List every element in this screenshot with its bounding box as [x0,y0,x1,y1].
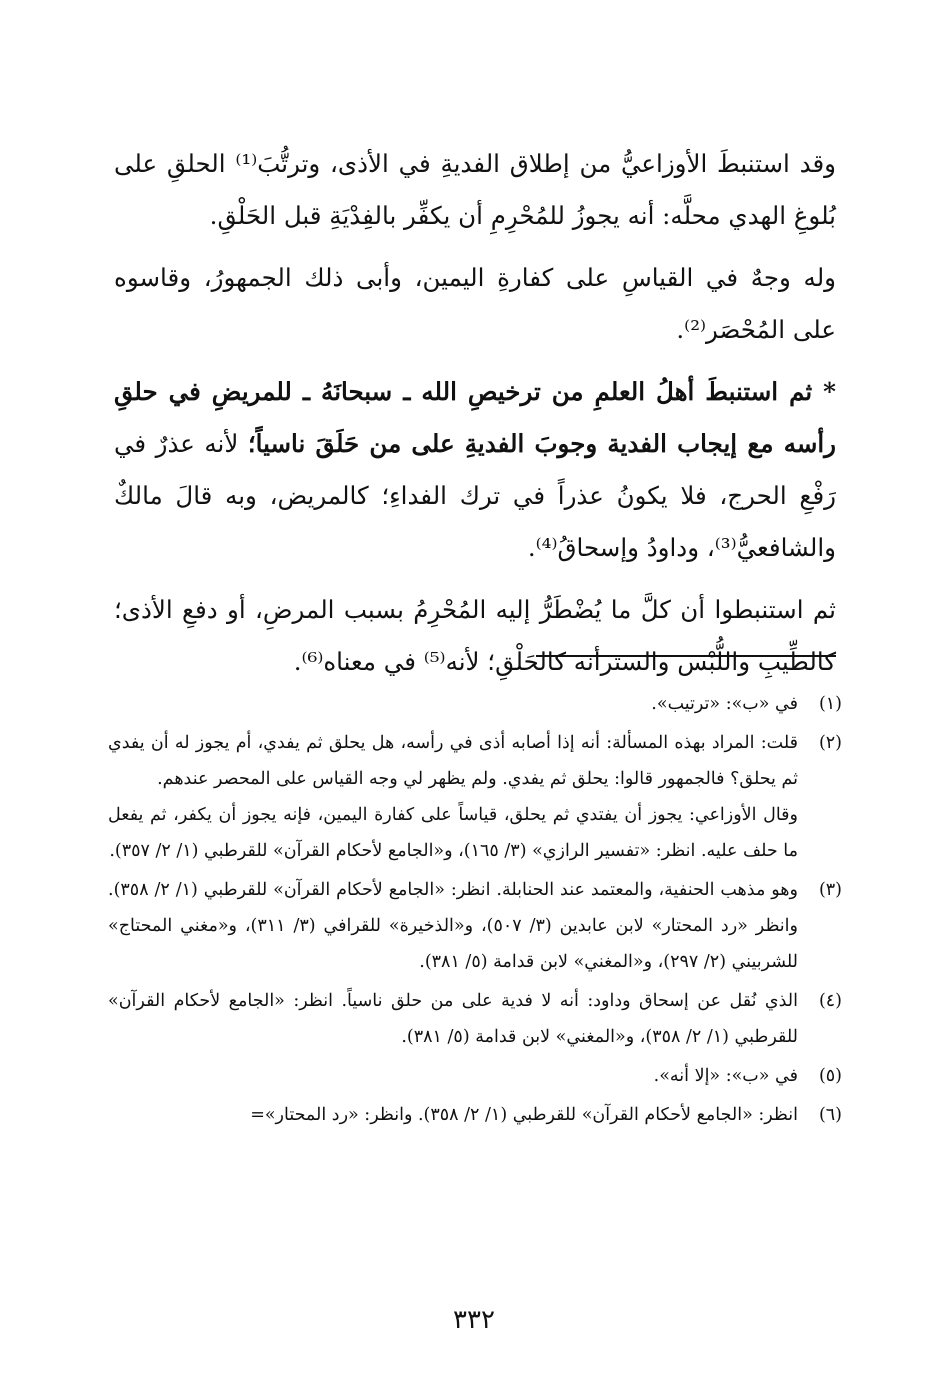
footnote-text: قلت: المراد بهذه المسألة: أنه إذا أصابه أذى في رأسه، هل يحلق ثم يفدي، أم يجوز له أن يفدي ثم يحلق؟ فالجمهور قالوا: يحلق ثم يفدي. ولم يظهر لي وجه القياس على المحصر عندهم. [108,733,798,789]
footnote-text: انظر: «الجامع لأحكام القرآن» للقرطبي (١/ ٢/ ٣٥٨). وانظر: «رد المحتار»= [250,1105,798,1125]
footnote-text: وهو مذهب الحنفية، والمعتمد عند الحنابلة. انظر: «الجامع لأحكام القرآن» للقرطبي (١/ ٢/ ٣٥٨). وانظر «رد المحتار» لابن عابدين (٣/ ٥٠٧)، و«الذخيرة» للقرافي (٣/ ٣١١)، و«مغني المحتاج» للشربيني (٢/ ٢٩٧)، و«المغني» لابن قدامة (٥/ ٣٨١). [108,880,798,972]
footnote-1 [108,686,842,722]
footnotes [108,686,842,1136]
footnote-text: في «ب»: «ترتيب». [651,694,798,714]
paragraph-2: وله وجهٌ في القياسِ على كفارةِ اليمين، وأبى ذلك الجمهورُ، وقاسوه على المُحْصَر⁽²⁾. [114,263,836,344]
footnote-number: (٤) [818,991,842,1011]
footnote-number: (٥) [818,1066,842,1086]
paragraph-3 [114,366,836,574]
paragraph-3-rest: لأنه عذرٌ في رَفْعِ الحرج، فلا يكونُ عذراً في ترك الفداءِ؛ كالمريض، وبه قالَ مالكٌ والشافعيُّ⁽³⁾، وداودُ وإسحاقُ⁽⁴⁾. [114,429,836,562]
footnote-text: وقال الأوزاعي: يجوز أن يفتدي ثم يحلق، قياساً على كفارة اليمين، فإنه يجوز أن يكفر، ثم يفعل ما حلف عليه. انظر: «تفسير الرازي» (٣/ ١٦٥)، و«الجامع لأحكام القرآن» للقرطبي (١/ ٢/ ٣٥٧). [108,805,798,861]
page-number: ٣٣٢ [453,1305,495,1335]
footnote-number: (٢) [818,733,842,753]
footnote-text: الذي نُقل عن إسحاق وداود: أنه لا فدية على من حلق ناسياً. انظر: «الجامع لأحكام القرآن» للقرطبي (١/ ٢/ ٣٥٨)، و«المغني» لابن قدامة (٥/ ٣٨١). [108,991,798,1047]
paragraph-3-bold: * ثم استنبطَ أهلُ العلمِ من ترخيصِ الله ـ سبحانَهُ ـ للمريضِ في حلقِ رأسه مع إيجاب الفدية وجوبَ الفديةِ على من حَلَقَ ناسياً؛ [114,377,837,458]
footnote-4 [108,983,842,1055]
footnote-number: (١) [818,694,842,714]
footnote-number: (٣) [818,880,842,900]
footnote-2 [108,725,842,869]
footnote-3 [108,872,842,980]
paragraph-4: ثم استنبطوا أن كلَّ ما يُضْطَرُّ إليه المُحْرِمُ بسبب المرضِ، أو دفعِ الأذى؛ كالطِّيبِ واللُّبْس والسترأنه كالحَلْقِ؛ لأنه⁽⁵⁾ في معناه⁽⁶⁾. [114,595,836,676]
main-text [114,138,836,688]
footnote-6 [108,1097,842,1133]
paragraph-1: وقد استنبطَ الأوزاعيُّ من إطلاق الفديةِ في الأذى، وترتُّبَ⁽¹⁾ الحلقِ على بُلوغِ الهدي محلَّه: أنه يجوزُ للمُحْرِمِ أن يكفِّر بالفِدْيَةِ قبل الحَلْقِ. [114,149,837,230]
footnote-number: (٦) [818,1105,842,1125]
footnote-text: في «ب»: «إلا أنه». [653,1066,798,1086]
footnote-5 [108,1058,842,1094]
footnote-divider [536,655,836,657]
